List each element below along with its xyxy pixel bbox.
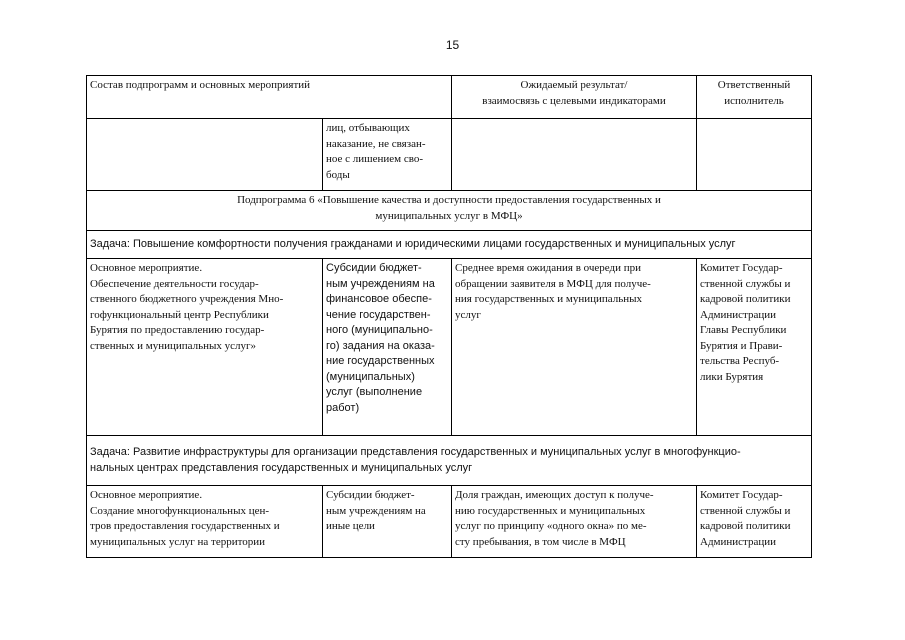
table-row-task2 <box>87 436 812 486</box>
page-number: 15 <box>445 38 460 52</box>
table-row-continuation <box>87 119 812 191</box>
activity1-responsible: Комитет Государ- ственной службы и кадровой политики Администрации Главы Республики Бурятия и Прави- тельства Респуб- лики Бурятия <box>697 259 812 436</box>
activity2-responsible: Комитет Государ- ственной службы и кадровой политики Администрации <box>697 486 812 558</box>
table-row-activity1 <box>87 259 812 436</box>
header-result: Ожидаемый результат/ взаимосвязь с целевыми индикаторами <box>452 76 697 119</box>
task2-text: Задача: Развитие инфраструктуры для организации представления государственных и муниципальных услуг в многофункцио- нальных центрах представления государственных и муниципальных услуг <box>87 436 812 486</box>
continuation-funding-cell: лиц, отбывающих наказание, не связан- ное с лишением сво- боды <box>323 119 452 191</box>
task1-text: Задача: Повышение комфортности получения гражданами и юридическими лицами государственных и муниципальных услуг <box>87 231 812 259</box>
table-row-subprogram <box>87 191 812 231</box>
activity1-funding: Субсидии бюджет- ным учреждениям на финансовое обеспе- чение государствен- ного (муниципально- го) задания на оказа- ние государственных (муниципальных) услуг (выполнение работ) <box>323 259 452 436</box>
table-row-task1 <box>87 231 812 259</box>
subprogram-title: Подпрограмма 6 «Повышение качества и доступности предоставления государственных и муниципальных услуг в МФЦ» <box>87 191 812 231</box>
activity1-name: Основное мероприятие. Обеспечение деятельности государ- ственного бюджетного учреждения Мно- гофункциональный центр Республики Бурятия по предоставлению государ- ственных и муниципальных услуг» <box>87 259 323 436</box>
table-header-row <box>87 76 812 119</box>
header-composition: Состав подпрограмм и основных мероприятий <box>87 76 452 119</box>
table-row-activity2 <box>87 486 812 558</box>
activity1-result: Среднее время ожидания в очереди при обращении заявителя в МФЦ для получе- ния государственных и муниципальных услуг <box>452 259 697 436</box>
continuation-result-cell <box>452 119 697 191</box>
program-table <box>86 75 812 558</box>
activity2-name: Основное мероприятие. Создание многофункциональных цен- тров предоставления государственных и муниципальных услуг на территории <box>87 486 323 558</box>
activity2-funding: Субсидии бюджет- ным учреждениям на иные цели <box>323 486 452 558</box>
activity2-result: Доля граждан, имеющих доступ к получе- нию государственных и муниципальных услуг по принципу «одного окна» по ме- сту пребывания, в том числе в МФЦ <box>452 486 697 558</box>
continuation-name-cell <box>87 119 323 191</box>
continuation-responsible-cell <box>697 119 812 191</box>
header-responsible: Ответственный исполнитель <box>697 76 812 119</box>
